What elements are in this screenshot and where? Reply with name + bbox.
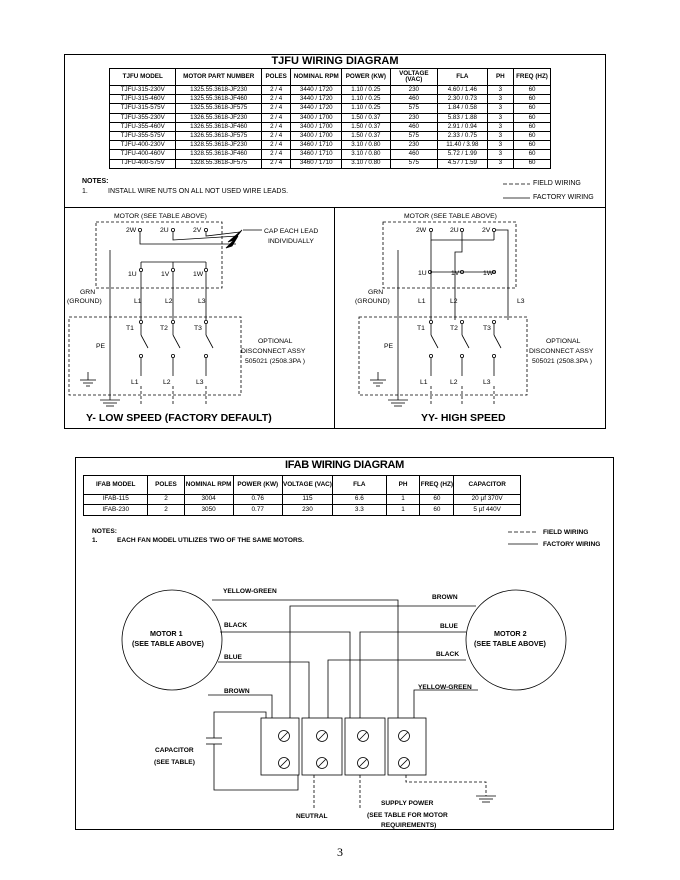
table-cell: TJFU-315-230V bbox=[110, 86, 176, 95]
table-cell: 1.50 / 0.37 bbox=[342, 131, 391, 140]
diagram-label: PE bbox=[384, 343, 394, 350]
diagram-label: 1U bbox=[128, 271, 137, 278]
diagram-label: PE bbox=[96, 343, 106, 350]
tjfu-header-cell: FREQ (HZ) bbox=[514, 69, 551, 86]
ifab-legend-factory: FACTORY WIRING bbox=[543, 541, 601, 548]
tjfu-header-cell: POLES bbox=[261, 69, 291, 86]
diagram-label: L2 bbox=[450, 379, 458, 386]
diagram-label: (GROUND) bbox=[355, 298, 390, 305]
diagram-label: T1 bbox=[126, 325, 134, 332]
diagram-label: L3 bbox=[196, 379, 204, 386]
table-cell: 2 bbox=[148, 495, 184, 505]
diagram-label: MOTOR (SEE TABLE ABOVE) bbox=[404, 213, 497, 220]
tjfu-header-cell: FLA bbox=[438, 69, 488, 86]
table-cell: TJFU-400-460V bbox=[110, 150, 176, 159]
ifab-title: IFAB WIRING DIAGRAM bbox=[285, 459, 404, 471]
diagram-label: L3 bbox=[517, 298, 525, 305]
table-cell: 2.91 / 0.94 bbox=[438, 122, 488, 131]
table-cell: 460 bbox=[390, 150, 437, 159]
ifab-note-number: 1. bbox=[92, 537, 98, 544]
diagram-label: DISCONNECT ASSY bbox=[241, 348, 306, 355]
table-cell: 3 bbox=[487, 104, 513, 113]
table-cell: 1328.55.3618-JF230 bbox=[176, 141, 261, 150]
diagram-label: BROWN bbox=[432, 594, 458, 601]
table-cell: 2 / 4 bbox=[261, 86, 291, 95]
diagram-stroke bbox=[400, 759, 408, 767]
table-cell: 60 bbox=[514, 131, 551, 140]
table-cell: 2 / 4 bbox=[261, 141, 291, 150]
table-cell: TJFU-315-575V bbox=[110, 104, 176, 113]
tjfu-title: TJFU WIRING DIAGRAM bbox=[271, 55, 399, 67]
table-cell: 0.76 bbox=[233, 495, 282, 505]
diagram-label: YELLOW-GREEN bbox=[223, 588, 277, 595]
table-cell: TJFU-355-575V bbox=[110, 131, 176, 140]
table-cell: 60 bbox=[514, 159, 551, 168]
table-cell: 60 bbox=[514, 86, 551, 95]
table-cell: 1.10 / 0.25 bbox=[342, 104, 391, 113]
table-cell: TJFU-315-460V bbox=[110, 95, 176, 104]
tjfu-header-cell: NOMINAL RPM bbox=[291, 69, 342, 86]
diagram-label: BLUE bbox=[440, 623, 458, 630]
table-cell: 230 bbox=[390, 86, 437, 95]
diagram-label: (SEE TABLE FOR MOTOR bbox=[367, 812, 448, 819]
table-cell: 3460 / 1710 bbox=[291, 150, 342, 159]
table-cell: 4.60 / 1.46 bbox=[438, 86, 488, 95]
ifab-header-cell: VOLTAGE (VAC) bbox=[282, 476, 332, 495]
table-cell: 3 bbox=[487, 131, 513, 140]
tjfu-header-cell: POWER (KW) bbox=[342, 69, 391, 86]
ifab-header-cell: FLA bbox=[333, 476, 387, 495]
diagram-label: REQUIREMENTS) bbox=[381, 822, 437, 829]
diagram-label: L3 bbox=[483, 379, 491, 386]
diagram-label: 2U bbox=[450, 227, 459, 234]
diagram-label: (GROUND) bbox=[67, 298, 102, 305]
diagram-label: BLACK bbox=[224, 622, 248, 629]
table-cell: IFAB-230 bbox=[84, 505, 148, 515]
tjfu-header-cell: TJFU MODEL bbox=[110, 69, 176, 86]
diagram-stroke bbox=[345, 718, 385, 775]
diagram-label: BLUE bbox=[224, 654, 242, 661]
table-cell: 1.50 / 0.37 bbox=[342, 122, 391, 131]
table-cell: 575 bbox=[390, 131, 437, 140]
table-cell: 3 bbox=[487, 86, 513, 95]
table-cell: 60 bbox=[514, 150, 551, 159]
terminal-block-2 bbox=[302, 718, 342, 775]
table-cell: 2 / 4 bbox=[261, 159, 291, 168]
table-cell: 60 bbox=[420, 495, 454, 505]
table-cell: TJFU-400-230V bbox=[110, 141, 176, 150]
diagram-stroke bbox=[359, 759, 367, 767]
diagram-stroke bbox=[302, 718, 342, 775]
diagram-label: (SEE TABLE ABOVE) bbox=[474, 639, 546, 648]
diagram-label: T2 bbox=[160, 325, 168, 332]
table-cell: 1326.55.3618-JF575 bbox=[176, 131, 261, 140]
tjfu-legend-field: FIELD WIRING bbox=[533, 180, 581, 187]
ifab-header-cell: POLES bbox=[148, 476, 184, 495]
diagram-label: DISCONNECT ASSY bbox=[529, 348, 594, 355]
diagram-label: 505021 (2508.3PA ) bbox=[532, 358, 592, 365]
table-cell: 2 / 4 bbox=[261, 113, 291, 122]
table-cell: 1325.55.3618-JF460 bbox=[176, 95, 261, 104]
diagram-label: T1 bbox=[417, 325, 425, 332]
table-cell: 5 µf 440V bbox=[454, 505, 521, 515]
diagram-label: 2U bbox=[160, 227, 169, 234]
diagram-label: 2V bbox=[193, 227, 202, 234]
diagram-label: L1 bbox=[134, 298, 142, 305]
ifab-labels bbox=[132, 588, 546, 829]
table-cell: 2 / 4 bbox=[261, 104, 291, 113]
diagram-label: (SEE TABLE) bbox=[154, 759, 195, 766]
diagram-stroke bbox=[318, 732, 326, 740]
table-cell: 6.6 bbox=[333, 495, 387, 505]
table-cell: 575 bbox=[390, 104, 437, 113]
diagram-stroke bbox=[280, 732, 288, 740]
table-cell: 1.50 / 0.37 bbox=[342, 113, 391, 122]
table-cell: 1.84 / 0.58 bbox=[438, 104, 488, 113]
table-cell: 2 bbox=[148, 505, 184, 515]
table-cell: 3050 bbox=[184, 505, 233, 515]
table-cell: 5.72 / 1.99 bbox=[438, 150, 488, 159]
diagram-label: L2 bbox=[163, 379, 171, 386]
table-cell: 3004 bbox=[184, 495, 233, 505]
ifab-legend-field: FIELD WIRING bbox=[543, 529, 589, 534]
diagram-label: YELLOW-GREEN bbox=[418, 684, 472, 691]
diagram-stroke bbox=[280, 759, 288, 767]
ifab-header-cell: PH bbox=[386, 476, 420, 495]
table-cell: TJFU-400-575V bbox=[110, 159, 176, 168]
table-cell: 2 / 4 bbox=[261, 150, 291, 159]
ifab-header-cell: CAPACITOR bbox=[454, 476, 521, 495]
diagram-label: (SEE TABLE ABOVE) bbox=[132, 639, 204, 648]
diagram-label: CAPACITOR bbox=[155, 747, 194, 754]
table-cell: 60 bbox=[514, 104, 551, 113]
diagram-label: 2W bbox=[126, 227, 137, 234]
diagram-label: T3 bbox=[194, 325, 202, 332]
ifab-header-cell: IFAB MODEL bbox=[84, 476, 148, 495]
yy-high-speed-caption: YY- HIGH SPEED bbox=[421, 412, 506, 424]
table-cell: 3 bbox=[487, 141, 513, 150]
wire-brown-1 bbox=[208, 695, 272, 718]
diagram-label: 1U bbox=[418, 270, 427, 277]
table-cell: 60 bbox=[514, 141, 551, 150]
table-cell: 3460 / 1710 bbox=[291, 141, 342, 150]
terminal-block-4 bbox=[388, 718, 426, 775]
diagram-stroke bbox=[318, 759, 326, 767]
table-cell: 1.10 / 0.25 bbox=[342, 86, 391, 95]
diagram-label: GRN bbox=[80, 289, 96, 296]
table-cell: 3.10 / 0.80 bbox=[342, 141, 391, 150]
table-cell: 3440 / 1720 bbox=[291, 104, 342, 113]
diagram-stroke bbox=[400, 732, 408, 740]
diagram-label: T2 bbox=[450, 325, 458, 332]
table-cell: 3400 / 1700 bbox=[291, 131, 342, 140]
ground-wire bbox=[406, 775, 486, 796]
table-cell: TJFU-355-460V bbox=[110, 122, 176, 131]
terminal-block-3 bbox=[345, 718, 385, 775]
table-cell: 3 bbox=[487, 95, 513, 104]
table-cell: 3440 / 1720 bbox=[291, 95, 342, 104]
diagram-label: BROWN bbox=[224, 688, 250, 695]
tjfu-header-cell: MOTOR PART NUMBER bbox=[176, 69, 261, 86]
table-cell: 1.10 / 0.25 bbox=[342, 95, 391, 104]
wire-black-1 bbox=[220, 632, 350, 718]
table-cell: 3460 / 1710 bbox=[291, 159, 342, 168]
diagram-label: L1 bbox=[418, 298, 426, 305]
table-cell: 230 bbox=[390, 141, 437, 150]
table-cell: 1328.55.3618-JF460 bbox=[176, 150, 261, 159]
table-cell: 60 bbox=[514, 122, 551, 131]
diagram-label: 1W bbox=[193, 271, 204, 278]
table-cell: 2 / 4 bbox=[261, 122, 291, 131]
diagram-label: 505021 (2508.3PA ) bbox=[245, 358, 305, 365]
table-cell: 0.77 bbox=[233, 505, 282, 515]
table-cell: 60 bbox=[420, 505, 454, 515]
table-cell: 3440 / 1720 bbox=[291, 86, 342, 95]
table-cell: 2.30 / 0.73 bbox=[438, 95, 488, 104]
table-cell: 115 bbox=[282, 495, 332, 505]
ifab-header-cell: FREQ (HZ) bbox=[420, 476, 454, 495]
diagram-label: 2V bbox=[482, 227, 491, 234]
diagram-label: MOTOR 1 bbox=[150, 629, 183, 638]
diagram-label: CAP EACH LEAD bbox=[264, 228, 319, 235]
diagram-label: GRN bbox=[368, 289, 384, 296]
table-cell: 3.10 / 0.80 bbox=[342, 159, 391, 168]
table-cell: 1 bbox=[386, 505, 420, 515]
table-cell: 230 bbox=[282, 505, 332, 515]
tjfu-legend-factory: FACTORY WIRING bbox=[533, 194, 594, 201]
capacitor-wire-2 bbox=[214, 744, 298, 790]
diagram-label: L2 bbox=[165, 298, 173, 305]
diagram-stroke bbox=[359, 732, 367, 740]
table-cell: 4.57 / 1.59 bbox=[438, 159, 488, 168]
diagram-stroke bbox=[388, 718, 426, 775]
table-cell: 460 bbox=[390, 122, 437, 131]
table-cell: 460 bbox=[390, 95, 437, 104]
table-cell: 60 bbox=[514, 95, 551, 104]
table-cell: IFAB-115 bbox=[84, 495, 148, 505]
table-cell: 1325.55.3618-JF575 bbox=[176, 104, 261, 113]
table-cell: 1328.55.3618-JF575 bbox=[176, 159, 261, 168]
table-cell: 3.10 / 0.80 bbox=[342, 150, 391, 159]
diagram-label: OPTIONAL bbox=[258, 338, 293, 345]
diagram-label: 1V bbox=[451, 270, 460, 277]
tjfu-header-cell: VOLTAGE (VAC) bbox=[390, 69, 437, 86]
table-cell: 575 bbox=[390, 159, 437, 168]
table-cell: 5.83 / 1.88 bbox=[438, 113, 488, 122]
diagram-label: T3 bbox=[483, 325, 491, 332]
table-cell: 20 µf 370V bbox=[454, 495, 521, 505]
ifab-header-cell: NOMINAL RPM bbox=[184, 476, 233, 495]
diagram-label: 2W bbox=[416, 227, 427, 234]
table-cell: 2 / 4 bbox=[261, 131, 291, 140]
table-cell: 3 bbox=[487, 159, 513, 168]
ifab-note-text: EACH FAN MODEL UTILIZES TWO OF THE SAME MOTORS. bbox=[117, 537, 304, 544]
table-cell: 230 bbox=[390, 113, 437, 122]
table-cell: 2 / 4 bbox=[261, 95, 291, 104]
diagram-label: 1W bbox=[483, 270, 494, 277]
tjfu-note-number: 1. bbox=[82, 188, 88, 195]
diagram-label: MOTOR 2 bbox=[494, 629, 527, 638]
table-cell: 3 bbox=[487, 113, 513, 122]
table-cell: 2.33 / 0.75 bbox=[438, 131, 488, 140]
ifab-header-cell: POWER (KW) bbox=[233, 476, 282, 495]
diagram-label: BLACK bbox=[436, 651, 460, 658]
table-cell: 1 bbox=[386, 495, 420, 505]
table-cell: 1326.55.3618-JF460 bbox=[176, 122, 261, 131]
diagram-label: SUPPLY POWER bbox=[381, 800, 434, 807]
table-cell: 3400 / 1700 bbox=[291, 122, 342, 131]
diagram-label: L3 bbox=[198, 298, 206, 305]
tjfu-notes-label: NOTES: bbox=[82, 178, 109, 185]
diagram-label: 1V bbox=[161, 271, 170, 278]
table-cell: 3 bbox=[487, 150, 513, 159]
diagram-label: L2 bbox=[450, 298, 458, 305]
diagram-label: INDIVIDUALLY bbox=[268, 238, 314, 245]
y-low-speed-caption: Y- LOW SPEED (FACTORY DEFAULT) bbox=[86, 412, 272, 424]
table-cell: 1325.55.3618-JF230 bbox=[176, 86, 261, 95]
tjfu-note-text: INSTALL WIRE NUTS ON ALL NOT USED WIRE LEADS. bbox=[108, 188, 289, 195]
wire-blue-2 bbox=[360, 632, 466, 718]
table-cell: 1326.55.3618-JF230 bbox=[176, 113, 261, 122]
capacitor-wire-1 bbox=[214, 712, 266, 738]
table-cell: 3 bbox=[487, 122, 513, 131]
wire-yellow-green-2 bbox=[414, 690, 478, 718]
ifab-notes-label: NOTES: bbox=[92, 528, 117, 535]
diagram-label: OPTIONAL bbox=[546, 338, 581, 345]
diagram-label: L1 bbox=[420, 379, 428, 386]
table-cell: 3400 / 1700 bbox=[291, 113, 342, 122]
motor-label: MOTOR (SEE TABLE ABOVE) bbox=[114, 213, 207, 220]
terminal-block-1 bbox=[261, 718, 299, 775]
table-cell: 3.3 bbox=[333, 505, 387, 515]
diagram-label: L1 bbox=[131, 379, 139, 386]
diagram-label: NEUTRAL bbox=[296, 813, 328, 820]
tjfu-header-cell: PH bbox=[487, 69, 513, 86]
page-number: 3 bbox=[337, 845, 343, 859]
table-cell: TJFU-355-230V bbox=[110, 113, 176, 122]
table-cell: 60 bbox=[514, 113, 551, 122]
table-cell: 11.40 / 3.98 bbox=[438, 141, 488, 150]
